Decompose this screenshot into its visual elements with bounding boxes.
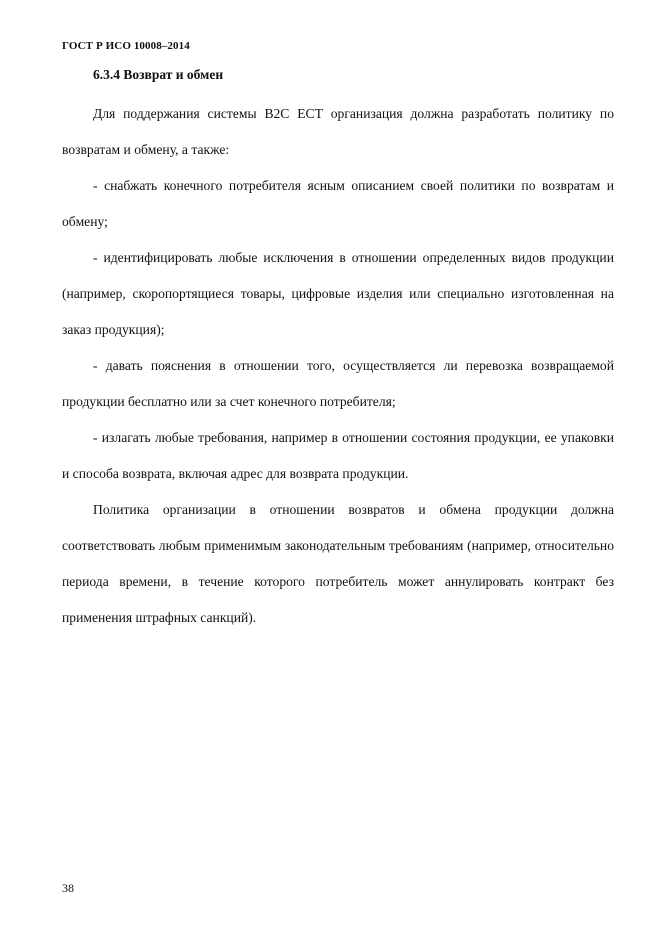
- list-item: - снабжать конечного потребителя ясным описанием своей политики по возвратам и обмену;: [62, 178, 614, 229]
- section-body: [62, 96, 614, 636]
- standard-header: ГОСТ Р ИСО 10008–2014: [62, 40, 190, 52]
- paragraph-conclusion: Политика организации в отношении возвратов и обмена продукции должна соответствовать любым применимым законодательным требованиям (например, относительно периода времени, в течение которого потребитель может аннулировать контракт без применения штрафных санкций).: [62, 502, 614, 625]
- page-number: 38: [62, 881, 74, 895]
- list-item: - давать пояснения в отношении того, осуществляется ли перевозка возвращаемой продукции бесплатно или за счет конечного потребителя;: [62, 358, 614, 409]
- list-item: - излагать любые требования, например в отношении состояния продукции, ее упаковки и способа возврата, включая адрес для возврата продукции.: [62, 430, 614, 481]
- list-item: - идентифицировать любые исключения в отношении определенных видов продукции (например, скоропортящиеся товары, цифровые изделия или специально изготовленная на заказ продукция);: [62, 250, 614, 337]
- paragraph-intro: Для поддержания системы В2С ЕСТ организация должна разработать политику по возвратам и обмену, а также:: [62, 106, 614, 157]
- section-title: 6.3.4 Возврат и обмен: [93, 67, 224, 82]
